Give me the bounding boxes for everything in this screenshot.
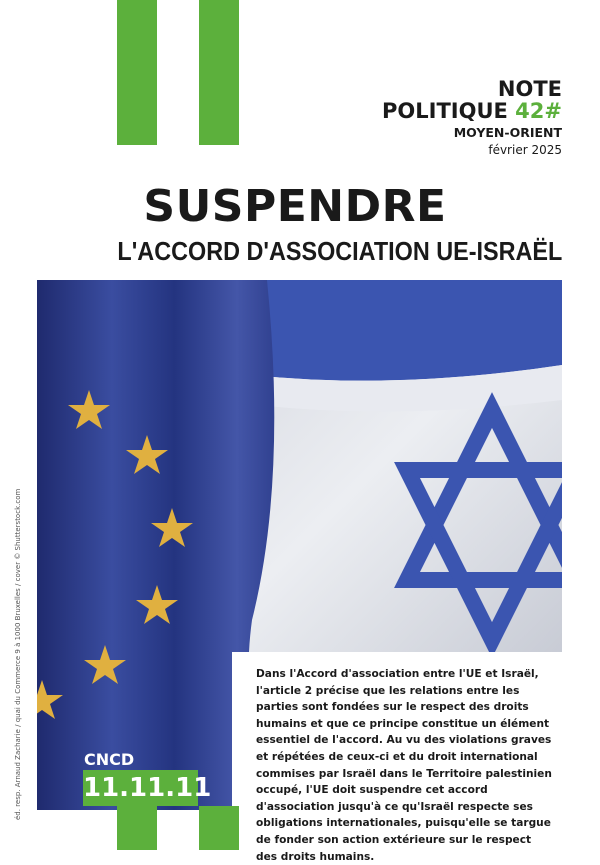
publisher-credit: éd. resp. Arnaud Zacharie / quai du Commerce 9 à 1000 Bruxelles / cover © Shutterstock.com (14, 488, 22, 820)
issue-number: 42# (515, 99, 562, 123)
region-label: MOYEN-ORIENT (453, 125, 562, 140)
page-subtitle: L'ACCORD D'ASSOCIATION UE-ISRAËL (117, 236, 562, 266)
green-bar-bottom-left (117, 806, 157, 850)
summary-box (232, 652, 562, 863)
logo-11-11-11: 11.11.11 (83, 770, 198, 806)
politique-label: POLITIQUE (382, 99, 508, 123)
note-label: NOTE (497, 77, 562, 101)
summary-text: Dans l'Accord d'association entre l'UE et Israël, l'article 2 précise que les relations entre les parties sont fondées sur le respect des droits humains et que ce principe constitue un élément essentiel de l'accord. Au vu des violations graves et répétées de ceux-ci et du droit international commises par Israël dans le Territoire palestinien occupé, l'UE doit suspendre cet accord d'association jusqu'à ce qu'Israël respecte ses obligations internationales, puisqu'elle se targue de fonder son action extérieure sur le respect des droits humains. (256, 668, 552, 863)
page-title: SUSPENDRE (143, 181, 447, 232)
green-bar-bottom-right (199, 806, 239, 850)
publication-date: février 2025 (488, 143, 562, 157)
green-bar-top-left (117, 0, 157, 145)
publication-header (382, 78, 562, 157)
logo-cncd: CNCD (84, 750, 135, 769)
green-bar-top-right (199, 0, 239, 145)
